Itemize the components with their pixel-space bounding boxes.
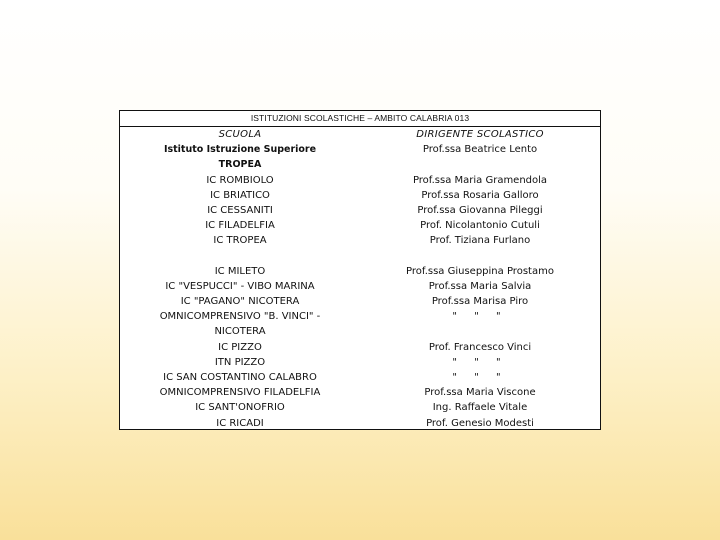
principal-line: Prof. Tiziana Furlano — [429, 235, 531, 247]
principal-line: " " " — [452, 372, 508, 383]
school-line: OMNICOMPRENSIVO "B. VINCI" - — [159, 311, 321, 323]
principal-line: Prof.ssa Marisa Piro — [431, 296, 529, 308]
table-title: ISTITUZIONI SCOLASTICHE – AMBITO CALABRIA 013 — [120, 111, 600, 127]
principal-line: Prof.ssa Giuseppina Prostamo — [406, 265, 554, 277]
principal-line: " " " — [452, 311, 508, 323]
school-line: IC FILADELFIA — [205, 220, 275, 232]
school-line: NICOTERA — [214, 326, 266, 338]
schools-column — [120, 127, 360, 431]
principal-line: Prof.ssa Rosaria Galloro — [421, 189, 539, 201]
school-header: SCUOLA — [218, 129, 262, 140]
school-line: IC BRIATICO — [210, 189, 270, 201]
principal-line: Prof.ssa Beatrice Lento — [422, 144, 538, 156]
school-line: Istituto Istruzione Superiore — [163, 144, 317, 156]
school-line — [120, 249, 360, 264]
principal-line: Prof. Genesio Modesti — [426, 417, 534, 429]
principals-column — [360, 127, 600, 431]
principal-line: Prof.ssa Maria Salvia — [428, 280, 532, 292]
school-line: IC SANT'ONOFRIO — [195, 402, 285, 414]
principal-line: Prof. Francesco Vinci — [428, 341, 532, 353]
school-line: OMNICOMPRENSIVO FILADELFIA — [159, 387, 321, 399]
principal-line: Prof.ssa Giovanna Pileggi — [417, 204, 543, 216]
principal-line: Ing. Raffaele Vitale — [432, 402, 528, 414]
school-line: TROPEA — [218, 159, 262, 171]
principal-line: " " " — [452, 356, 508, 368]
principal-line: Prof.ssa Maria Gramendola — [412, 174, 548, 186]
principal-line — [360, 324, 600, 339]
principal-line: Prof.ssa Maria Viscone — [424, 387, 536, 399]
school-line: IC "PAGANO" NICOTERA — [180, 296, 300, 308]
school-line: IC "VESPUCCI" - VIBO MARINA — [165, 280, 315, 292]
school-line: IC RICADI — [216, 417, 264, 429]
schools-table — [119, 110, 601, 430]
school-line: IC TROPEA — [213, 235, 267, 247]
school-line: IC SAN COSTANTINO CALABRO — [163, 372, 317, 383]
principal-line: Prof. Nicolantonio Cutuli — [420, 220, 540, 232]
table-body — [120, 127, 600, 431]
school-line: ITN PIZZO — [214, 356, 266, 368]
school-line: IC PIZZO — [218, 341, 262, 353]
school-line: IC CESSANITI — [207, 204, 273, 216]
school-line: IC MILETO — [214, 265, 266, 277]
school-line: IC ROMBIOLO — [206, 174, 274, 186]
principal-header: DIRIGENTE SCOLASTICO — [416, 129, 544, 140]
principal-line — [360, 157, 600, 172]
principal-line — [360, 249, 600, 264]
